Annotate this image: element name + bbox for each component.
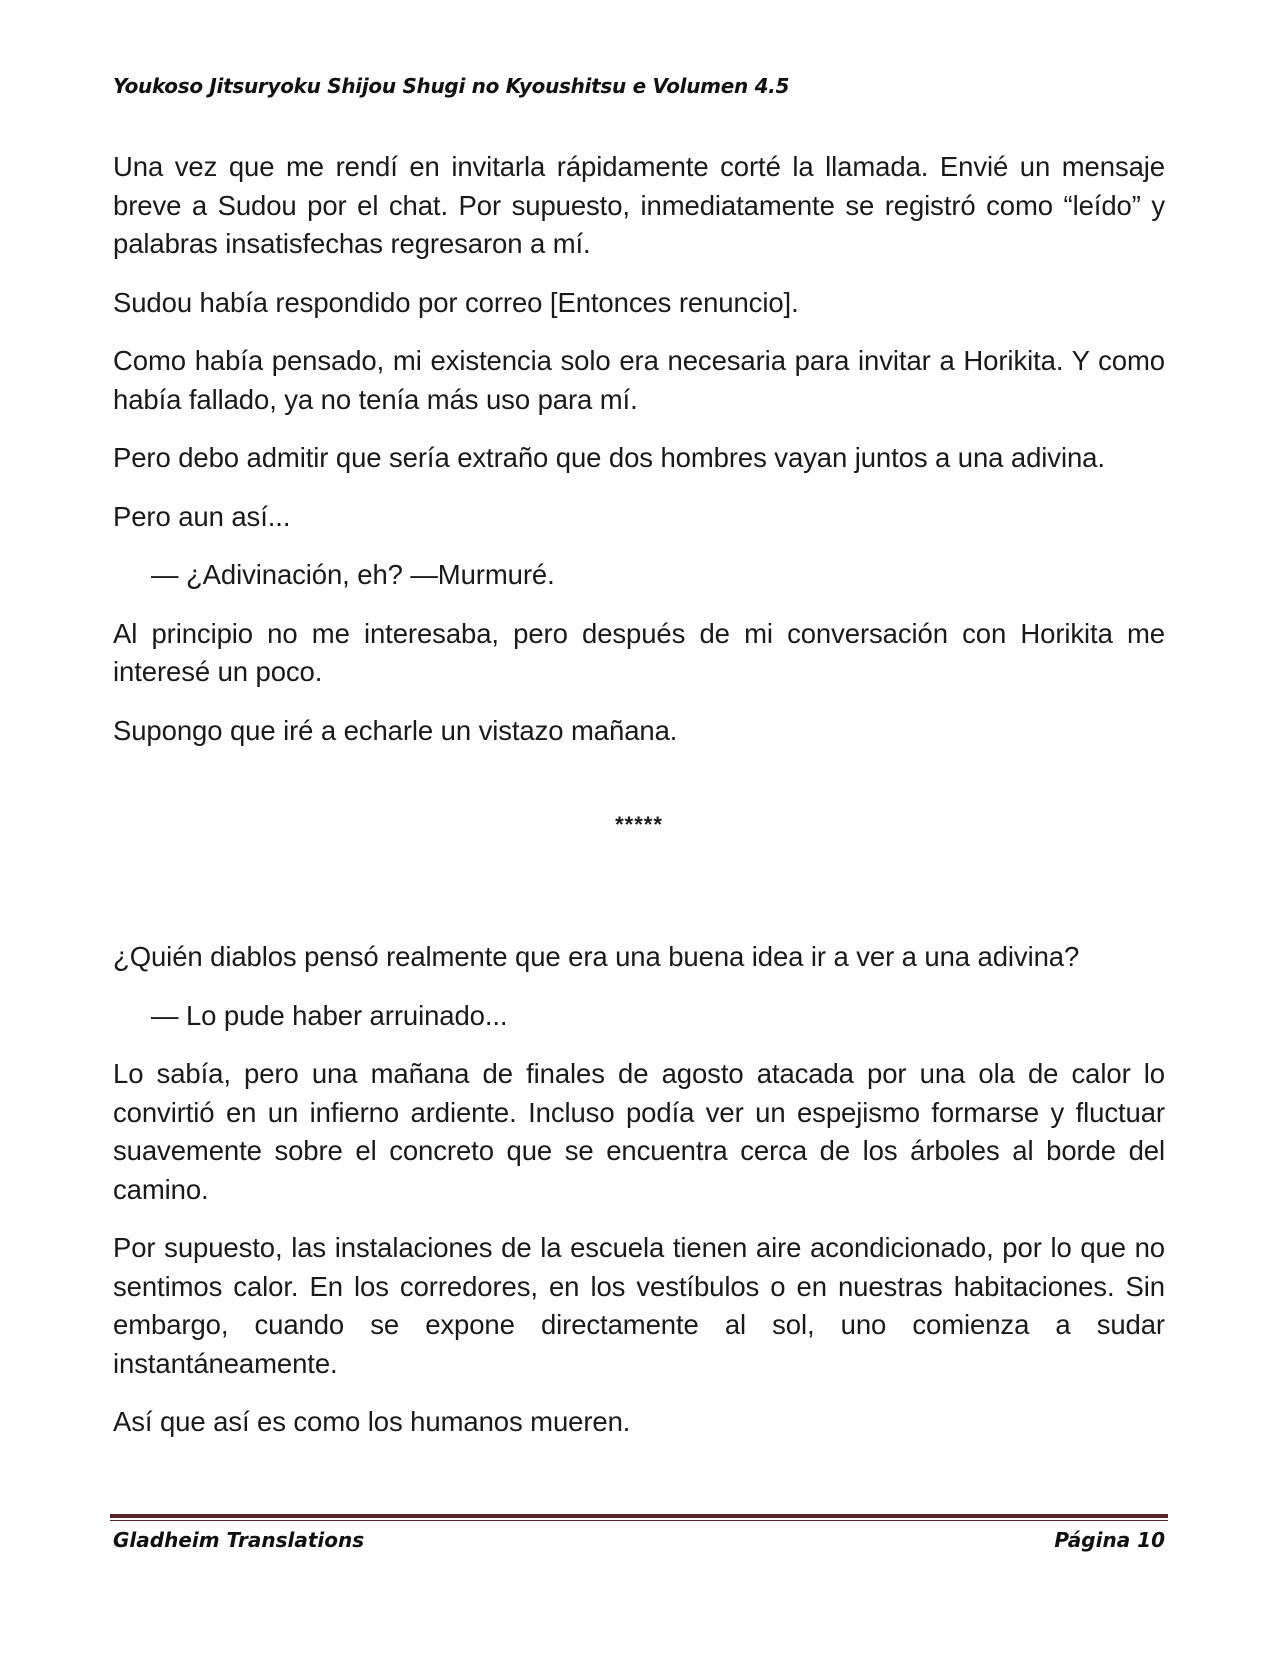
page-content bbox=[113, 148, 1165, 1462]
footer-divider bbox=[110, 1514, 1168, 1521]
dialogue-line: — Lo pude haber arruinado... bbox=[151, 999, 508, 1031]
page-number: Página 10 bbox=[1054, 1528, 1165, 1552]
paragraph: Por supuesto, las instalaciones de la escuela tienen aire acondicionado, por lo que no sentimos calor. En los corredores, en los vestíbulos o en nuestras habitaciones. Sin embargo, cuando se expone directamente al sol, uno comienza a sudar instantáneamente. bbox=[113, 1232, 1165, 1379]
dialogue-line: — ¿Adivinación, eh? —Murmuré. bbox=[151, 559, 555, 590]
paragraph: Lo sabía, pero una mañana de finales de agosto atacada por una ola de calor lo convirtió en un infierno ardiente. Incluso podía ver un espejismo formarse y fluctuar suavemente sobre el concreto que se encuentra cerca de los árboles al borde del camino. bbox=[113, 1058, 1165, 1205]
paragraph: Así que así es como los humanos mueren. bbox=[113, 1406, 631, 1437]
paragraph: Al principio no me interesaba, pero después de mi conversación con Horikita me interesé un poco. bbox=[113, 617, 1165, 687]
paragraph: Sudou había respondido por correo [Entonces renuncio]. bbox=[113, 286, 799, 318]
page-header-title: Youkoso Jitsuryoku Shijou Shugi no Kyoushitsu e Volumen 4.5 bbox=[113, 74, 790, 98]
paragraph: ¿Quién diablos pensó realmente que era una buena idea ir a ver a una adivina? bbox=[113, 941, 1080, 972]
page-footer bbox=[113, 1528, 1165, 1552]
paragraph: Pero debo admitir que sería extraño que dos hombres vayan juntos a una adivina. bbox=[113, 442, 1105, 473]
paragraph: Una vez que me rendí en invitarla rápidamente corté la llamada. Envié un mensaje breve a Sudou por el chat. Por supuesto, inmediatamente se registró como “leído” y palabras insatisfechas regresaron a mí. bbox=[113, 151, 1165, 259]
paragraph: Pero aun así... bbox=[113, 500, 291, 532]
scene-separator: ***** bbox=[615, 812, 663, 837]
paragraph: Como había pensado, mi existencia solo era necesaria para invitar a Horikita. Y como había fallado, ya no tenía más uso para mí. bbox=[113, 345, 1165, 415]
paragraph: Supongo que iré a echarle un vistazo mañana. bbox=[113, 714, 678, 746]
footer-publisher: Gladheim Translations bbox=[113, 1528, 365, 1552]
